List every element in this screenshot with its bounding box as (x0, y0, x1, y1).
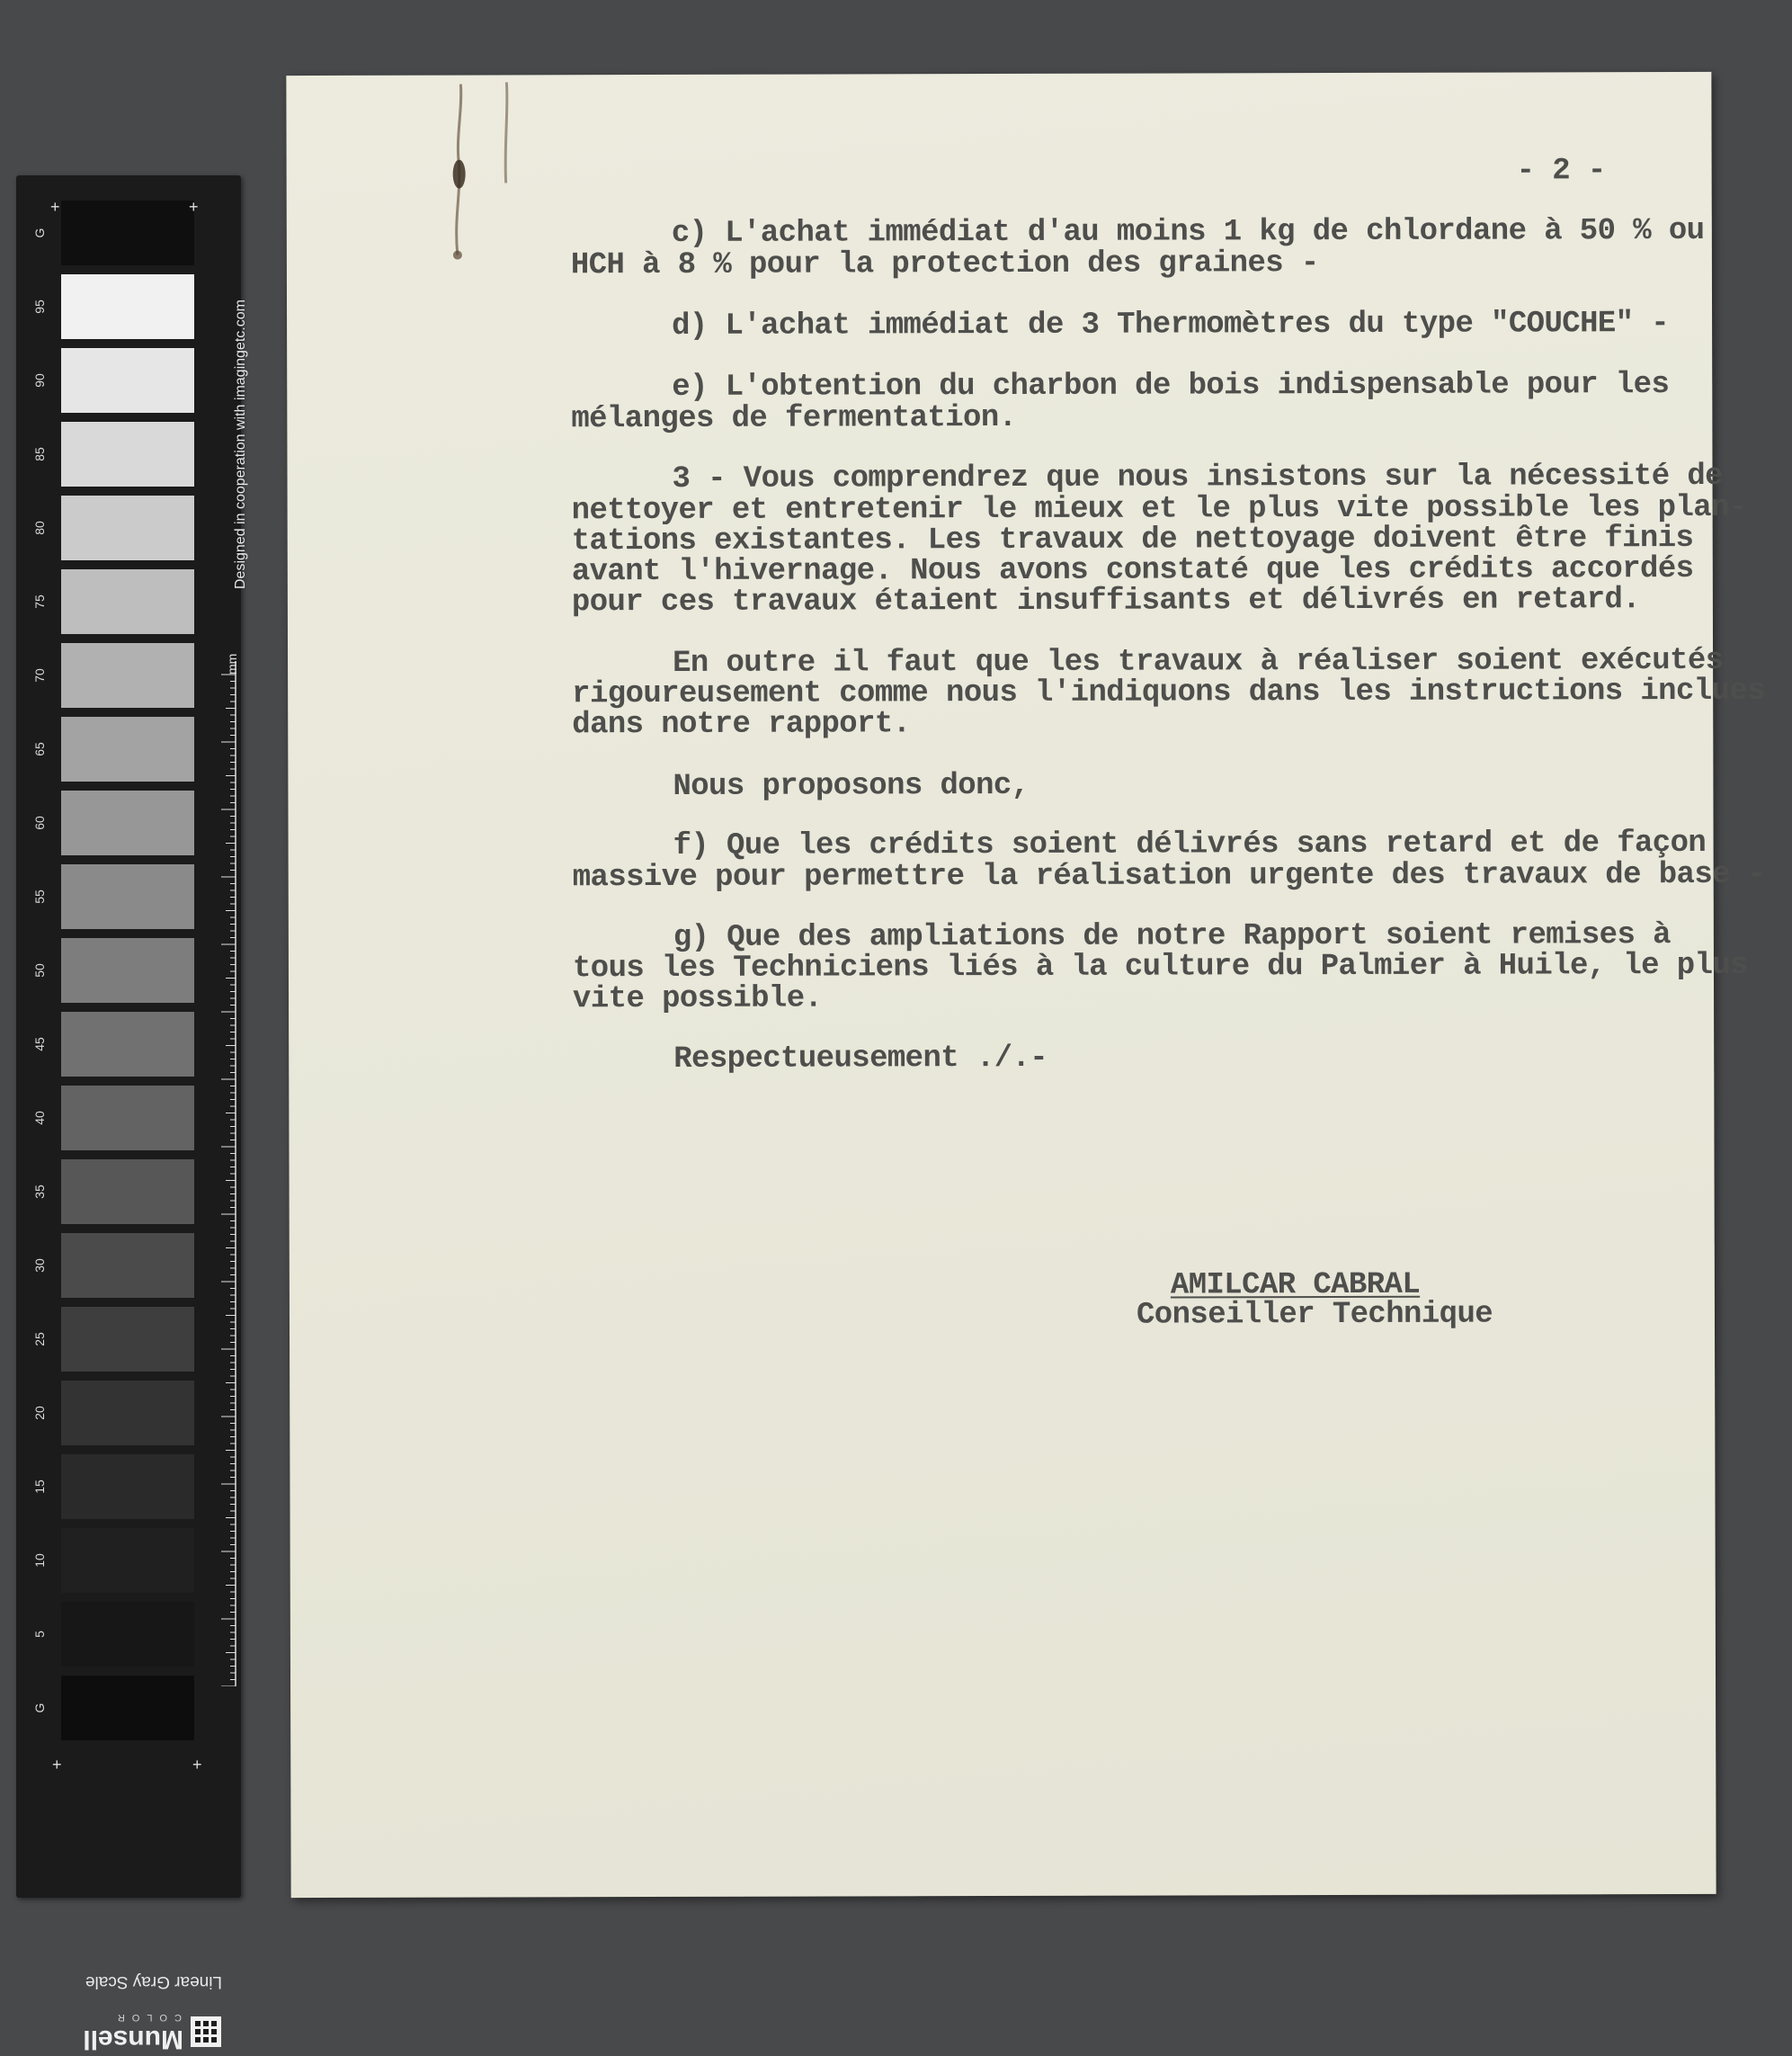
plus-mark-bottom-right: + (192, 1756, 202, 1774)
gray-patch (61, 1012, 194, 1077)
letter-page (286, 72, 1766, 1898)
gray-patch-label: 95 (32, 299, 47, 314)
letter-line-2: HCH à 8 % pour la protection des graines - (570, 246, 1319, 283)
imaging-credit-text: Designed in cooperation with imagingetc.com (233, 299, 248, 589)
letter-line-7: nettoyer et entretenir le mieux et le plus vite possible les plan- (571, 490, 1747, 529)
gray-patch (61, 643, 194, 708)
gray-patch-label: 80 (32, 521, 47, 535)
gray-patch-label: 60 (32, 816, 47, 830)
gray-patch (61, 1159, 194, 1224)
gray-patch-label: 45 (32, 1037, 47, 1051)
page-number: - 2 - (1516, 154, 1606, 189)
letter-line-4: e) L'obtention du charbon de bois indispensable pour les (672, 368, 1670, 405)
gray-patch (61, 1528, 194, 1593)
letter-line-20: Respectueusement ./.- (673, 1041, 1048, 1077)
gray-patch-label: G (32, 1703, 47, 1713)
letter-line-1: c) L'achat immédiat d'au moins 1 kg de chlordane à 50 % ou (671, 213, 1705, 251)
gray-patch (61, 348, 194, 413)
gray-patch-label: 40 (32, 1111, 47, 1125)
brand-name: Munsell (83, 2025, 183, 2054)
gray-patch-label: G (32, 228, 47, 238)
signature-name: AMILCAR CABRAL (1170, 1267, 1421, 1303)
millimeter-ruler (218, 661, 239, 1686)
gray-patch-label: 75 (32, 594, 47, 609)
gray-patch (61, 201, 194, 265)
letter-line-11: En outre il faut que les travaux à réaliser soient exécutés (673, 643, 1724, 681)
gray-patch (61, 1454, 194, 1519)
gray-patch (61, 569, 194, 634)
letter-line-10: pour ces travaux étaient insuffisants et délivrés en retard. (571, 583, 1641, 621)
gray-patch (61, 1381, 194, 1445)
brand-subtitle: COLOR (110, 2012, 182, 2023)
letter-body (286, 72, 1766, 1898)
mm-label: mm (225, 653, 239, 675)
gray-patch (61, 274, 194, 339)
gray-patch (61, 791, 194, 855)
gray-patch (61, 1233, 194, 1298)
gray-patch (61, 1602, 194, 1667)
gray-patch-label: 30 (32, 1258, 47, 1273)
letter-line-12: rigoureusement comme nous l'indiquons dans les instructions inclues (572, 674, 1766, 712)
plus-mark-top-left: + (50, 198, 60, 216)
scale-title: Linear Gray Scale (85, 1972, 223, 1991)
signature-title: Conseiller Technique (1136, 1297, 1493, 1333)
gray-patch (61, 422, 194, 487)
plus-mark-bottom-left: + (52, 1756, 62, 1774)
letter-line-18: tous les Techniciens liés à la culture du Palmier à Huile, le plus (572, 948, 1749, 987)
gray-patch-label: 20 (32, 1406, 47, 1420)
letter-line-16: massive pour permettre la réalisation urgente des travaux de base - (572, 857, 1766, 896)
gray-patch-label: 35 (32, 1184, 47, 1199)
letter-line-5: mélanges de fermentation. (571, 400, 1017, 437)
gray-patch-label: 10 (32, 1553, 47, 1568)
gray-patch (61, 1307, 194, 1372)
letter-line-3: d) L'achat immédiat de 3 Thermomètres du type "COUCHE" - (672, 307, 1670, 344)
gray-patch-label: 90 (32, 373, 47, 388)
gray-patch-label: 15 (32, 1479, 47, 1494)
letter-line-8: tations existantes. Les travaux de nettoyage doivent être finis (571, 521, 1694, 559)
gray-patch (61, 496, 194, 560)
gray-patch-label: 85 (32, 447, 47, 461)
letter-line-17: g) Que des ampliations de notre Rapport soient remises à (673, 918, 1671, 955)
gray-patch-label: 65 (32, 742, 47, 756)
gray-scale-card (16, 175, 248, 2054)
munsell-grid-icon (191, 2016, 221, 2047)
gray-patch (61, 938, 194, 1003)
letter-line-9: avant l'hivernage. Nous avons constaté que les crédits accordés (571, 551, 1694, 590)
gray-patch (61, 1676, 194, 1740)
letter-line-6: 3 - Vous comprendrez que nous insistons sur la nécessité de (672, 459, 1723, 496)
gray-patch-label: 70 (32, 668, 47, 683)
gray-patch-label: 5 (32, 1631, 47, 1638)
gray-patch-label: 50 (32, 963, 47, 978)
gray-patch (61, 717, 194, 782)
letter-line-15: f) Que les crédits soient délivrés sans retard et de façon (673, 826, 1707, 863)
letter-line-14: Nous proposons donc, (673, 768, 1030, 804)
gray-patch-label: 55 (32, 889, 47, 904)
letter-line-13: dans notre rapport. (572, 707, 911, 743)
gray-patch (61, 864, 194, 929)
plus-mark-top-right: + (189, 198, 199, 216)
letter-line-19: vite possible. (572, 981, 823, 1017)
gray-patch-label: 25 (32, 1332, 47, 1346)
gray-patch (61, 1086, 194, 1150)
munsell-logo (68, 2006, 221, 2056)
